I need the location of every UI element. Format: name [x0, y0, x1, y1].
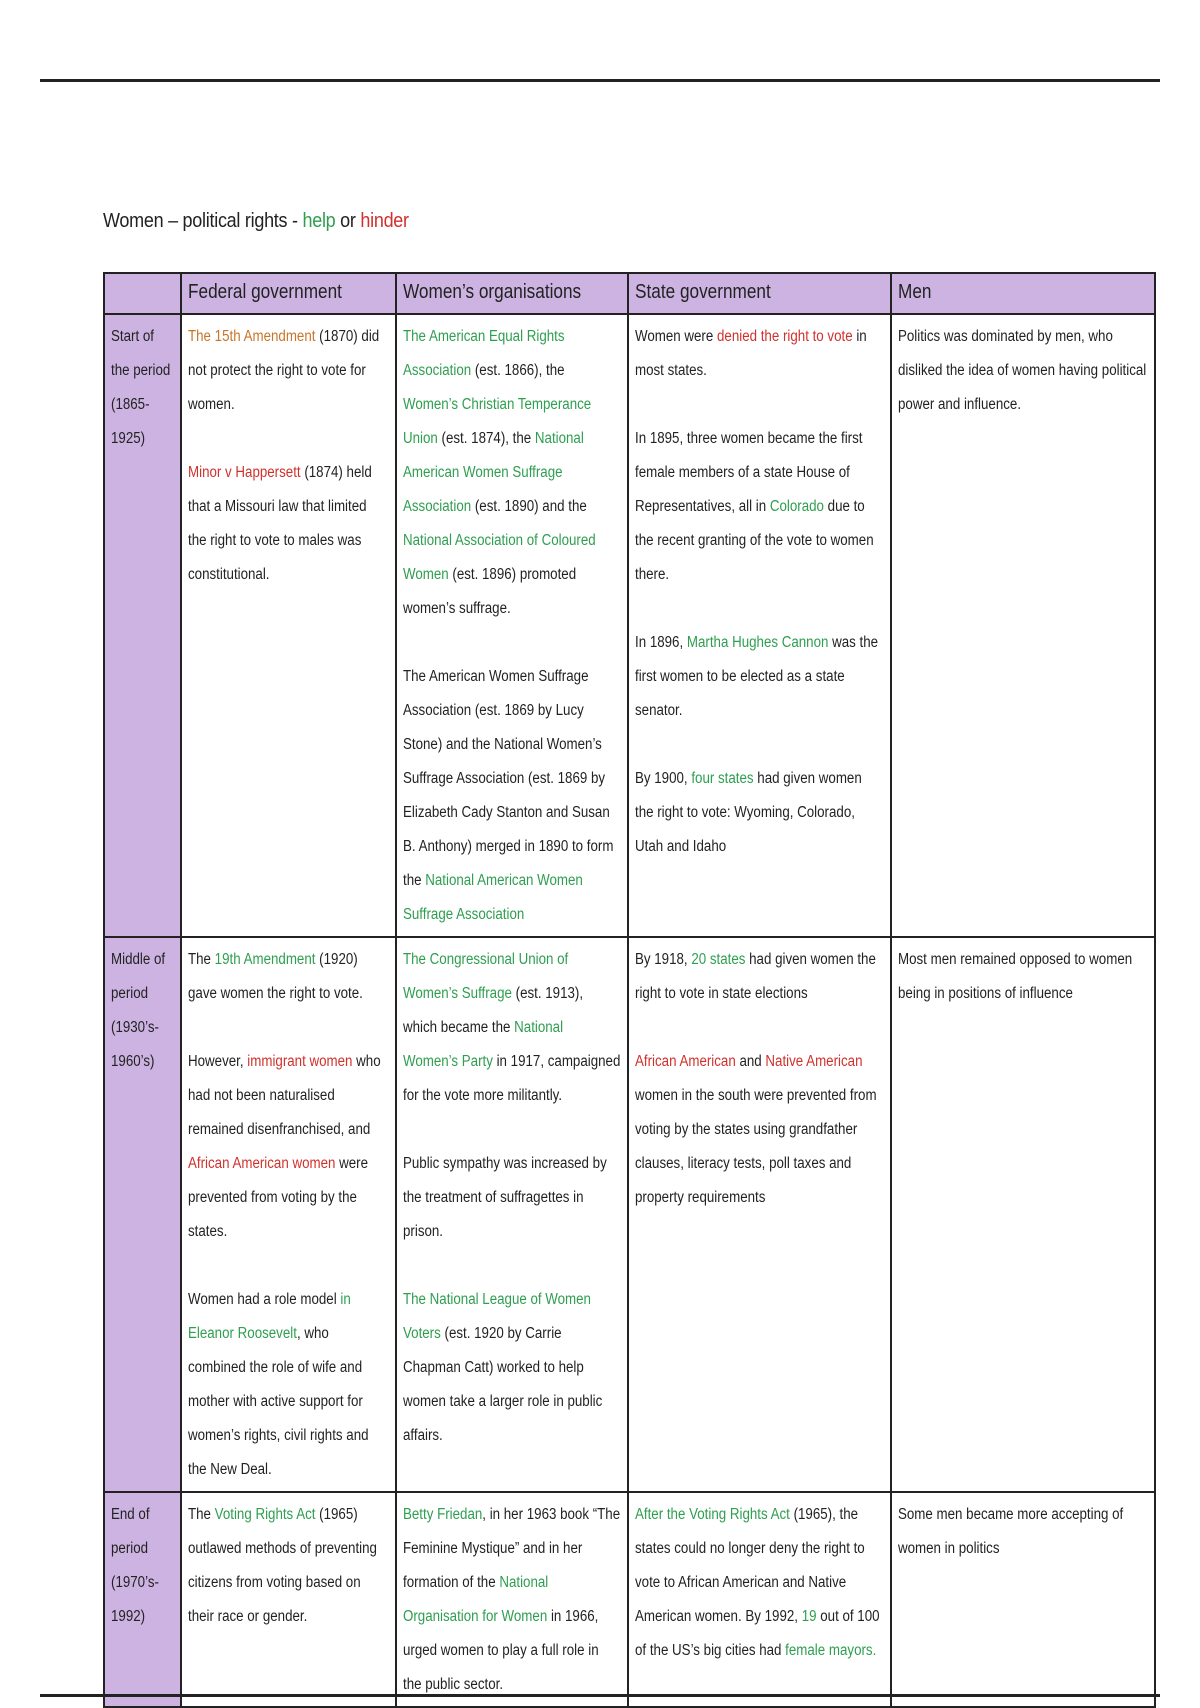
body-text: in most states.: [635, 328, 867, 379]
period-label: Start of the period (1865-1925): [104, 314, 181, 937]
body-text: Some men became more accepting of women in politics: [898, 1506, 1124, 1557]
help-text: The Congressional Union of Women’s Suffrage: [403, 951, 569, 1002]
help-text: National Organisation for Women: [403, 1574, 549, 1625]
heading-or: or: [335, 210, 361, 232]
body-text: (1965) outlawed methods of preventing citizens from voting based on their race or gender.: [188, 1506, 377, 1625]
cell-womens-organisations: [396, 314, 628, 937]
body-text: Most men remained opposed to women being in positions of influence: [898, 951, 1133, 1002]
help-text: The American Equal Rights Association: [403, 328, 565, 379]
cell-paragraph: [403, 1498, 620, 1702]
help-text: four states: [691, 770, 754, 787]
header-men: Men: [891, 273, 1155, 314]
help-text: Betty Friedan: [403, 1506, 483, 1523]
body-text: , who combined the role of wife and mother with active support for women’s rights, civil rights and the New Deal.: [188, 1325, 369, 1478]
help-text: in Eleanor Roosevelt: [188, 1291, 351, 1342]
help-text: Martha Hughes Cannon: [686, 634, 829, 651]
cell-paragraph: [898, 943, 1147, 1011]
body-text: (1870) did not protect the right to vote for women.: [188, 328, 380, 413]
hinder-text: denied the right to vote: [716, 328, 853, 345]
cell-paragraph: [403, 320, 620, 626]
header-state-government: State government: [628, 273, 891, 314]
period-label: End of period (1970’s-1992): [104, 1492, 181, 1707]
cell-federal-government: [181, 314, 396, 937]
help-text: Women’s Christian Temperance Union: [403, 396, 592, 447]
body-text: (est. 1913), which became the: [403, 985, 584, 1036]
header-federal-government: Federal government: [181, 273, 396, 314]
hinder-text: African American women: [188, 1155, 336, 1172]
help-text: Voting Rights Act: [214, 1506, 316, 1523]
body-text: (1920) gave women the right to vote.: [188, 951, 363, 1002]
help-text: female mayors.: [785, 1642, 877, 1659]
cell-paragraph: [188, 456, 389, 592]
cell-paragraph: [635, 1498, 883, 1668]
body-text: (est. 1890) and the: [471, 498, 587, 515]
help-text: 19: [801, 1608, 817, 1625]
hinder-text: Native American: [765, 1053, 863, 1070]
cell-paragraph: [635, 626, 883, 728]
table-header-row: [104, 273, 1155, 314]
heading-prefix: Women – political rights -: [103, 210, 303, 232]
body-text: , in her 1963 book “The Feminine Mystique” and in her formation of the: [403, 1506, 621, 1591]
cell-federal-government: [181, 1492, 396, 1707]
heading-hinder: hinder: [360, 210, 409, 232]
body-text: (est. 1920 by Carrie Chapman Catt) worked to help women take a larger role in public affairs.: [403, 1325, 603, 1444]
body-text: The American Women Suffrage Association (est. 1869 by Lucy Stone) and the National Women’s Suffrage Association (est. 1869 by Elizabeth Cady Stanton and Susan B. Anthony) merged in 1890 to form the: [403, 668, 614, 889]
body-text: had given women the right to vote: Wyoming, Colorado, Utah and Idaho: [635, 770, 862, 855]
cell-paragraph: [898, 320, 1147, 422]
help-text: 20 states: [691, 951, 746, 968]
cell-state-government: [628, 1492, 891, 1707]
cell-men: [891, 314, 1155, 937]
cell-paragraph: [403, 1147, 620, 1249]
body-text: In 1896,: [635, 634, 687, 651]
hinder-text: African American: [635, 1053, 736, 1070]
body-text: In 1895, three women became the first female members of a state House of Representatives, all in: [635, 430, 863, 515]
body-text: (1874) held that a Missouri law that limited the right to vote to males was constitutional.: [188, 464, 372, 583]
body-text: (est. 1866), the: [471, 362, 565, 379]
header-corner: [104, 273, 181, 314]
help-text: National American Women Suffrage Association: [403, 872, 583, 923]
cell-paragraph: [188, 1283, 389, 1487]
body-text: The: [188, 951, 215, 968]
help-text: The National League of Women Voters: [403, 1291, 591, 1342]
body-text: were prevented from voting by the states.: [188, 1155, 369, 1240]
cell-womens-organisations: [396, 937, 628, 1492]
cell-paragraph: [188, 943, 389, 1011]
help-text: National American Women Suffrage Association: [403, 430, 584, 515]
bottom-rule: [40, 1694, 1160, 1697]
highlight-text: The 15th Amendment: [188, 328, 316, 345]
body-text: in 1966, urged women to play a full role in the public sector.: [403, 1608, 599, 1693]
hinder-text: Minor v Happersett: [188, 464, 301, 481]
cell-paragraph: [635, 943, 883, 1011]
body-text: in 1917, campaigned for the vote more militantly.: [403, 1053, 621, 1104]
body-text: By 1900,: [635, 770, 692, 787]
body-text: was the first women to be elected as a state senator.: [635, 634, 879, 719]
cell-womens-organisations: [396, 1492, 628, 1707]
body-text: Women were: [635, 328, 717, 345]
body-text: out of 100 of the US’s big cities had: [635, 1608, 880, 1659]
body-text: and: [735, 1053, 766, 1070]
table-row: [104, 1492, 1155, 1707]
cell-men: [891, 937, 1155, 1492]
body-text: By 1918,: [635, 951, 692, 968]
help-text: 19th Amendment: [214, 951, 316, 968]
cell-state-government: [628, 937, 891, 1492]
help-text: National Association of Coloured Women: [403, 532, 596, 583]
period-label: Middle of period (1930’s-1960’s): [104, 937, 181, 1492]
cell-paragraph: [188, 1045, 389, 1249]
body-text: Public sympathy was increased by the treatment of suffragettes in prison.: [403, 1155, 607, 1240]
cell-paragraph: [635, 1045, 883, 1215]
body-text: who had not been naturalised remained disenfranchised, and: [188, 1053, 381, 1138]
help-text: Colorado: [769, 498, 824, 515]
cell-paragraph: [898, 1498, 1147, 1566]
cell-paragraph: [403, 1283, 620, 1453]
cell-paragraph: [188, 320, 389, 422]
body-text: However,: [188, 1053, 248, 1070]
header-womens-organisations: Women’s organisations: [396, 273, 628, 314]
body-text: women in the south were prevented from voting by the states using grandfather clauses, literacy tests, poll taxes and property requirements: [635, 1087, 877, 1206]
body-text: due to the recent granting of the vote to women there.: [635, 498, 874, 583]
rights-table: [103, 272, 1156, 1708]
help-text: National Women’s Party: [403, 1019, 564, 1070]
body-text: had given women the right to vote in state elections: [635, 951, 876, 1002]
table-row: [104, 314, 1155, 937]
cell-paragraph: [635, 422, 883, 592]
table-row: [104, 937, 1155, 1492]
top-rule: [40, 79, 1160, 82]
body-text: Politics was dominated by men, who disliked the idea of women having political power and influence.: [898, 328, 1147, 413]
body-text: Women had a role model: [188, 1291, 341, 1308]
cell-federal-government: [181, 937, 396, 1492]
cell-paragraph: [403, 660, 620, 932]
help-text: After the Voting Rights Act: [635, 1506, 790, 1523]
page-heading: [103, 210, 409, 233]
cell-paragraph: [635, 320, 883, 388]
hinder-text: immigrant women: [247, 1053, 353, 1070]
cell-state-government: [628, 314, 891, 937]
cell-men: [891, 1492, 1155, 1707]
heading-help: help: [302, 210, 336, 232]
body-text: (est. 1896) promoted women’s suffrage.: [403, 566, 577, 617]
body-text: The: [188, 1506, 215, 1523]
cell-paragraph: [403, 943, 620, 1113]
cell-paragraph: [635, 762, 883, 864]
body-text: (est. 1874), the: [437, 430, 535, 447]
cell-paragraph: [188, 1498, 389, 1634]
body-text: (1965), the states could no longer deny the right to vote to African American and Native American women. By 1992,: [635, 1506, 865, 1625]
